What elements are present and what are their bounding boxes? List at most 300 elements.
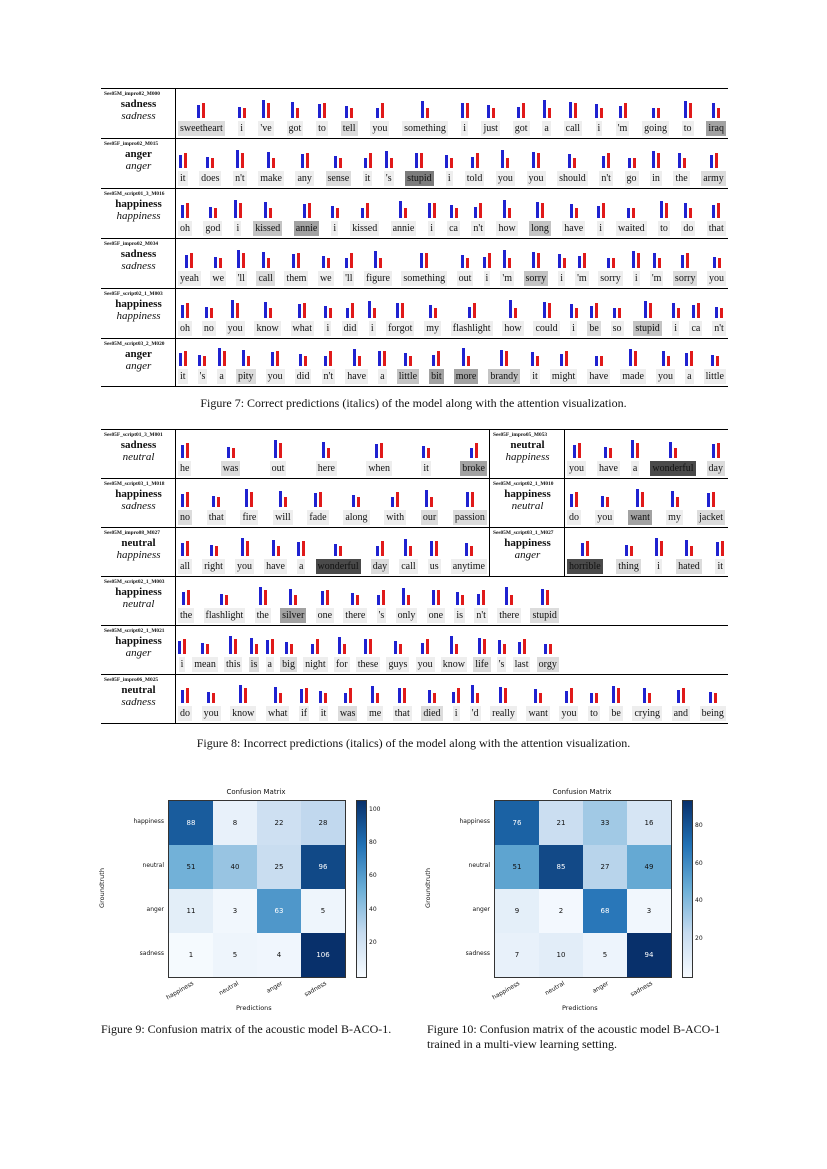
attention-bars xyxy=(570,298,578,318)
token xyxy=(451,528,487,574)
token xyxy=(396,577,418,623)
attention-bar-blue xyxy=(534,689,537,703)
token-word: oh xyxy=(180,223,190,234)
attention-bars xyxy=(421,634,429,654)
attention-bar-red xyxy=(217,497,220,507)
attention-bar-red xyxy=(437,590,440,605)
token xyxy=(628,479,651,525)
attention-bar-red xyxy=(649,303,652,318)
attention-bar-red xyxy=(212,693,215,703)
attention-bar-red xyxy=(409,356,412,366)
token-word: any xyxy=(297,173,312,184)
attention-bar-red xyxy=(549,644,552,654)
attention-bar-blue xyxy=(371,686,374,703)
attention-bars xyxy=(300,683,308,703)
token-word: something xyxy=(404,123,446,134)
attention-bar-red xyxy=(350,108,353,118)
attention-bar-blue xyxy=(404,353,407,366)
attention-bars xyxy=(371,683,379,703)
attention-bar-blue xyxy=(629,349,632,366)
token xyxy=(341,89,358,136)
attention-bar-blue xyxy=(425,490,428,507)
attention-bar-red xyxy=(683,158,686,168)
token-word: it xyxy=(717,561,723,572)
token xyxy=(203,189,222,236)
token-word: my xyxy=(426,323,439,334)
token-word: oh xyxy=(180,323,190,334)
attention-bar-red xyxy=(657,153,660,168)
cm-cell: 9 xyxy=(495,889,539,933)
token-word: you xyxy=(267,371,283,382)
token-word: stupid xyxy=(532,610,557,621)
attention-bar-red xyxy=(676,497,679,507)
token-word: n't xyxy=(601,173,611,184)
attention-bars xyxy=(274,683,282,703)
attention-bar-blue xyxy=(181,305,184,318)
token-word: a xyxy=(632,463,638,474)
token xyxy=(457,239,474,286)
attention-row-pair xyxy=(101,430,728,479)
attention-bar-red xyxy=(609,448,612,458)
token xyxy=(178,189,192,236)
cm-col-label: neutral xyxy=(217,980,240,997)
attention-bar-red xyxy=(697,303,700,318)
attention-bar-red xyxy=(247,356,250,366)
attention-row xyxy=(101,675,728,723)
attention-bars xyxy=(471,683,479,703)
attention-bar-blue xyxy=(570,204,573,218)
attention-bar-blue xyxy=(301,154,304,168)
attention-bar-blue xyxy=(597,206,600,218)
token-word: my xyxy=(668,512,681,523)
attention-bar-blue xyxy=(715,307,718,318)
token-sequence xyxy=(176,189,728,238)
token xyxy=(295,139,313,186)
attention-bars xyxy=(570,198,578,218)
token-word: it xyxy=(532,371,538,382)
token-word: last xyxy=(514,659,529,670)
token-word: it xyxy=(423,463,429,474)
cm-cell: 25 xyxy=(257,845,301,889)
attention-bar-blue xyxy=(266,640,269,654)
token xyxy=(527,139,546,186)
attention-bars xyxy=(368,298,376,318)
attention-bars xyxy=(627,198,635,218)
token-word: day xyxy=(372,561,388,572)
token-word: being xyxy=(701,708,724,719)
token xyxy=(291,289,314,336)
token xyxy=(233,139,247,186)
token-word: you xyxy=(709,273,724,284)
token xyxy=(700,675,726,721)
attention-bar-red xyxy=(264,590,267,605)
attention-row xyxy=(101,239,728,289)
attention-bar-blue xyxy=(181,205,184,218)
attention-bar-blue xyxy=(518,642,521,654)
attention-bars xyxy=(421,98,429,118)
attention-bars xyxy=(396,298,404,318)
token xyxy=(497,626,507,672)
attention-bars xyxy=(420,248,428,268)
token xyxy=(496,189,517,236)
attention-bars xyxy=(628,148,636,168)
attention-bars xyxy=(301,148,309,168)
attention-bars xyxy=(207,683,215,703)
attention-bars xyxy=(604,438,612,458)
attention-bar-red xyxy=(211,158,214,168)
attention-bar-red xyxy=(570,688,573,703)
token xyxy=(672,675,690,721)
attention-bar-blue xyxy=(712,444,715,458)
groundtruth-label: happiness xyxy=(115,198,162,210)
attention-bar-red xyxy=(369,639,372,654)
token xyxy=(529,189,551,236)
token-word: i xyxy=(560,273,563,284)
attention-bars xyxy=(452,683,460,703)
attention-bar-red xyxy=(514,308,517,318)
token-word: guys xyxy=(388,659,408,670)
attention-bars xyxy=(198,346,206,366)
token xyxy=(254,289,280,336)
token-word: a xyxy=(687,371,692,382)
attention-bars xyxy=(509,298,517,318)
token-word: i xyxy=(430,223,434,234)
cm-cell: 94 xyxy=(627,933,671,977)
attention-bars xyxy=(456,585,464,605)
attention-bar-blue xyxy=(420,253,423,268)
cm-colorbar-tick: 80 xyxy=(695,822,703,830)
token xyxy=(650,239,664,286)
token-word: i xyxy=(463,123,467,134)
attention-bar-red xyxy=(223,351,226,366)
attention-bar-blue xyxy=(353,349,356,366)
token xyxy=(178,139,188,186)
token-word: you xyxy=(528,173,544,184)
token-word: ca xyxy=(691,323,701,334)
attention-bar-red xyxy=(573,158,576,168)
attention-bars xyxy=(210,536,218,556)
attention-bar-red xyxy=(326,590,329,605)
attention-bar-blue xyxy=(259,587,262,605)
attention-bar-red xyxy=(717,443,720,458)
token-word: do xyxy=(683,223,694,234)
token xyxy=(235,528,254,574)
attention-bar-red xyxy=(457,688,460,703)
attention-bar-red xyxy=(350,253,353,268)
token xyxy=(632,239,640,286)
token-word: hated xyxy=(678,561,700,572)
utterance-entry xyxy=(101,528,490,576)
attention-bar-red xyxy=(294,595,297,605)
attention-bar-blue xyxy=(300,689,303,703)
attention-bar-red xyxy=(637,253,640,268)
attention-bars xyxy=(311,634,319,654)
token-word: is xyxy=(250,659,258,670)
cm-grid xyxy=(494,800,672,978)
attention-bar-red xyxy=(607,153,610,168)
attention-bar-red xyxy=(356,595,359,605)
attention-bars xyxy=(334,536,342,556)
attention-bars xyxy=(267,148,275,168)
token xyxy=(599,139,613,186)
predicted-label: neutral xyxy=(122,451,155,463)
token xyxy=(178,289,192,336)
attention-bars xyxy=(404,536,412,556)
attention-bar-blue xyxy=(465,543,468,556)
attention-bars xyxy=(262,98,270,118)
token xyxy=(343,479,369,525)
token xyxy=(266,626,274,672)
attention-bar-blue xyxy=(570,494,573,507)
attention-row xyxy=(101,189,728,239)
confusion-matrix-2 xyxy=(423,784,716,1014)
cm-cell: 96 xyxy=(301,845,345,889)
utterance-id: Ses05F_impro05_M053 xyxy=(493,432,548,438)
attention-bars xyxy=(466,487,474,507)
attention-bar-blue xyxy=(432,355,435,366)
attention-bar-red xyxy=(234,639,237,654)
attention-bars xyxy=(595,98,603,118)
utterance-id: Ses05M_script02_1_M010 xyxy=(493,481,554,487)
attention-bar-red xyxy=(376,693,379,703)
attention-bar-red xyxy=(242,253,245,268)
attention-bar-blue xyxy=(509,300,512,318)
attention-bar-red xyxy=(373,308,376,318)
attention-bar-red xyxy=(612,258,615,268)
cm-row-label: sadness xyxy=(139,950,164,957)
token-word: something xyxy=(403,273,446,284)
attention-bar-red xyxy=(323,103,326,118)
cm-cell: 51 xyxy=(495,845,539,889)
groundtruth-label: happiness xyxy=(115,298,162,310)
attention-bar-red xyxy=(541,203,544,218)
attention-bars xyxy=(266,634,274,654)
attention-bars xyxy=(445,148,453,168)
token-word: be xyxy=(611,708,621,719)
attention-bars xyxy=(536,198,544,218)
token xyxy=(676,528,702,574)
token xyxy=(452,675,460,721)
cm-row-label: neutral xyxy=(468,862,490,869)
attention-bar-red xyxy=(276,351,279,366)
attention-bar-blue xyxy=(660,201,663,218)
token xyxy=(178,479,192,525)
attention-bars xyxy=(289,585,297,605)
attention-bar-blue xyxy=(707,493,710,507)
attention-bar-red xyxy=(426,639,429,654)
token xyxy=(453,479,487,525)
token-word: i xyxy=(634,273,638,284)
attention-bar-blue xyxy=(471,685,474,703)
attention-bars xyxy=(468,298,476,318)
token xyxy=(588,675,600,721)
attention-bar-blue xyxy=(271,352,274,366)
token xyxy=(234,189,242,236)
attention-bar-blue xyxy=(619,106,622,118)
attention-bar-red xyxy=(244,688,247,703)
cm-title: Confusion Matrix xyxy=(226,788,286,796)
token-word: made xyxy=(622,371,644,382)
attention-bar-blue xyxy=(450,205,453,218)
attention-bar-red xyxy=(455,644,458,654)
cm-cell: 63 xyxy=(257,889,301,933)
attention-bars xyxy=(684,98,692,118)
token-word: was xyxy=(222,463,239,474)
token-word: i xyxy=(180,659,184,670)
attention-bars xyxy=(374,248,382,268)
attention-bars xyxy=(404,346,412,366)
attention-bar-blue xyxy=(214,257,217,268)
attention-bar-blue xyxy=(311,644,314,654)
attention-bar-red xyxy=(718,258,721,268)
attention-row xyxy=(101,626,728,675)
utterance-id: Ses05F_impro02_M015 xyxy=(104,141,159,147)
attention-bar-blue xyxy=(346,308,349,318)
token-word: it xyxy=(320,708,327,719)
attention-bars xyxy=(465,536,473,556)
attention-bar-red xyxy=(467,356,470,366)
attention-bar-blue xyxy=(627,208,630,218)
attention-bars xyxy=(239,683,247,703)
attention-bar-red xyxy=(269,208,272,218)
token xyxy=(707,239,726,286)
token xyxy=(616,89,630,136)
attention-bar-red xyxy=(296,108,299,118)
attention-bar-red xyxy=(475,443,478,458)
token xyxy=(454,577,465,623)
token xyxy=(704,339,726,384)
token-word: ca xyxy=(449,223,458,234)
token xyxy=(564,89,582,136)
token-word: here xyxy=(317,463,335,474)
token-word: will xyxy=(275,512,291,523)
attention-bar-blue xyxy=(331,206,334,218)
attention-bars xyxy=(214,248,222,268)
attention-bars xyxy=(422,438,430,458)
attention-bars xyxy=(279,487,287,507)
attention-bar-blue xyxy=(398,688,401,703)
token-word: no xyxy=(180,512,190,523)
token xyxy=(558,239,566,286)
attention-bar-red xyxy=(505,351,508,366)
token-word: tell xyxy=(342,123,356,134)
attention-bar-red xyxy=(434,308,437,318)
utterance-meta xyxy=(101,339,176,386)
token-word: sorry xyxy=(525,273,547,284)
token xyxy=(178,339,188,384)
attention-bar-blue xyxy=(543,100,546,118)
token-word: you xyxy=(497,173,513,184)
attention-bars xyxy=(297,536,305,556)
attention-bar-red xyxy=(329,351,332,366)
attention-bars xyxy=(229,634,237,654)
attention-bar-red xyxy=(336,208,339,218)
utterance-entry xyxy=(101,430,490,478)
utterance-entry xyxy=(490,479,727,527)
token-word: i xyxy=(333,223,337,234)
groundtruth-label: anger xyxy=(125,348,152,360)
token xyxy=(318,239,334,286)
cm-ylabel: Groundtruth xyxy=(97,868,106,908)
attention-bar-blue xyxy=(685,353,688,366)
attention-bar-blue xyxy=(289,589,292,605)
attention-bar-blue xyxy=(374,251,377,268)
attention-bar-red xyxy=(366,203,369,218)
attention-bars xyxy=(398,683,406,703)
attention-bars xyxy=(662,346,670,366)
attention-bar-blue xyxy=(684,101,687,118)
token-word: mean xyxy=(194,659,216,670)
attention-bar-red xyxy=(241,153,244,168)
token-word: a xyxy=(219,371,224,382)
utterance-meta xyxy=(101,675,176,723)
attention-bars xyxy=(262,248,270,268)
attention-bar-blue xyxy=(450,636,453,654)
token xyxy=(221,430,241,476)
token-word: day xyxy=(708,463,723,474)
token xyxy=(597,430,620,476)
attention-bar-red xyxy=(215,546,218,556)
attention-bars xyxy=(672,298,680,318)
token-word: these xyxy=(357,659,379,670)
attention-bar-blue xyxy=(376,108,379,118)
attention-bar-red xyxy=(466,258,469,268)
attention-bars xyxy=(264,298,272,318)
attention-bar-blue xyxy=(245,489,248,507)
token xyxy=(270,430,287,476)
attention-bar-red xyxy=(575,492,578,507)
attention-bar-blue xyxy=(394,641,397,654)
attention-bar-blue xyxy=(399,201,402,218)
token xyxy=(307,479,328,525)
token xyxy=(631,430,639,476)
token-word: flashlight xyxy=(452,323,491,334)
token-word: the xyxy=(180,610,193,621)
token-word: what xyxy=(267,708,288,719)
token xyxy=(226,289,245,336)
attention-bar-blue xyxy=(324,306,327,318)
attention-bar-red xyxy=(184,153,187,168)
attention-bars xyxy=(250,634,258,654)
token-word: i xyxy=(454,708,458,719)
attention-bar-blue xyxy=(544,644,547,654)
attention-bar-red xyxy=(471,492,474,507)
attention-bars xyxy=(632,248,640,268)
attention-bars xyxy=(321,585,329,605)
attention-bar-red xyxy=(470,546,473,556)
attention-bars xyxy=(179,346,187,366)
cm-col-label: sadness xyxy=(302,980,328,999)
attention-bars xyxy=(385,148,393,168)
token xyxy=(402,89,448,136)
utterance-entry xyxy=(101,239,728,288)
attention-bar-red xyxy=(658,258,661,268)
attention-bar-blue xyxy=(421,101,424,118)
token xyxy=(230,675,256,721)
attention-bar-blue xyxy=(267,152,270,168)
attention-bar-blue xyxy=(578,256,581,268)
attention-bar-red xyxy=(717,203,720,218)
cm-cell: 22 xyxy=(257,801,301,845)
token-word: crying xyxy=(634,708,660,719)
attention-bar-blue xyxy=(499,687,502,703)
attention-bars xyxy=(709,683,717,703)
cm-cell: 5 xyxy=(301,889,345,933)
utterance-meta xyxy=(490,528,565,576)
token xyxy=(280,626,297,672)
attention-bar-blue xyxy=(291,102,294,118)
confusion-matrix-1 xyxy=(97,784,390,1014)
